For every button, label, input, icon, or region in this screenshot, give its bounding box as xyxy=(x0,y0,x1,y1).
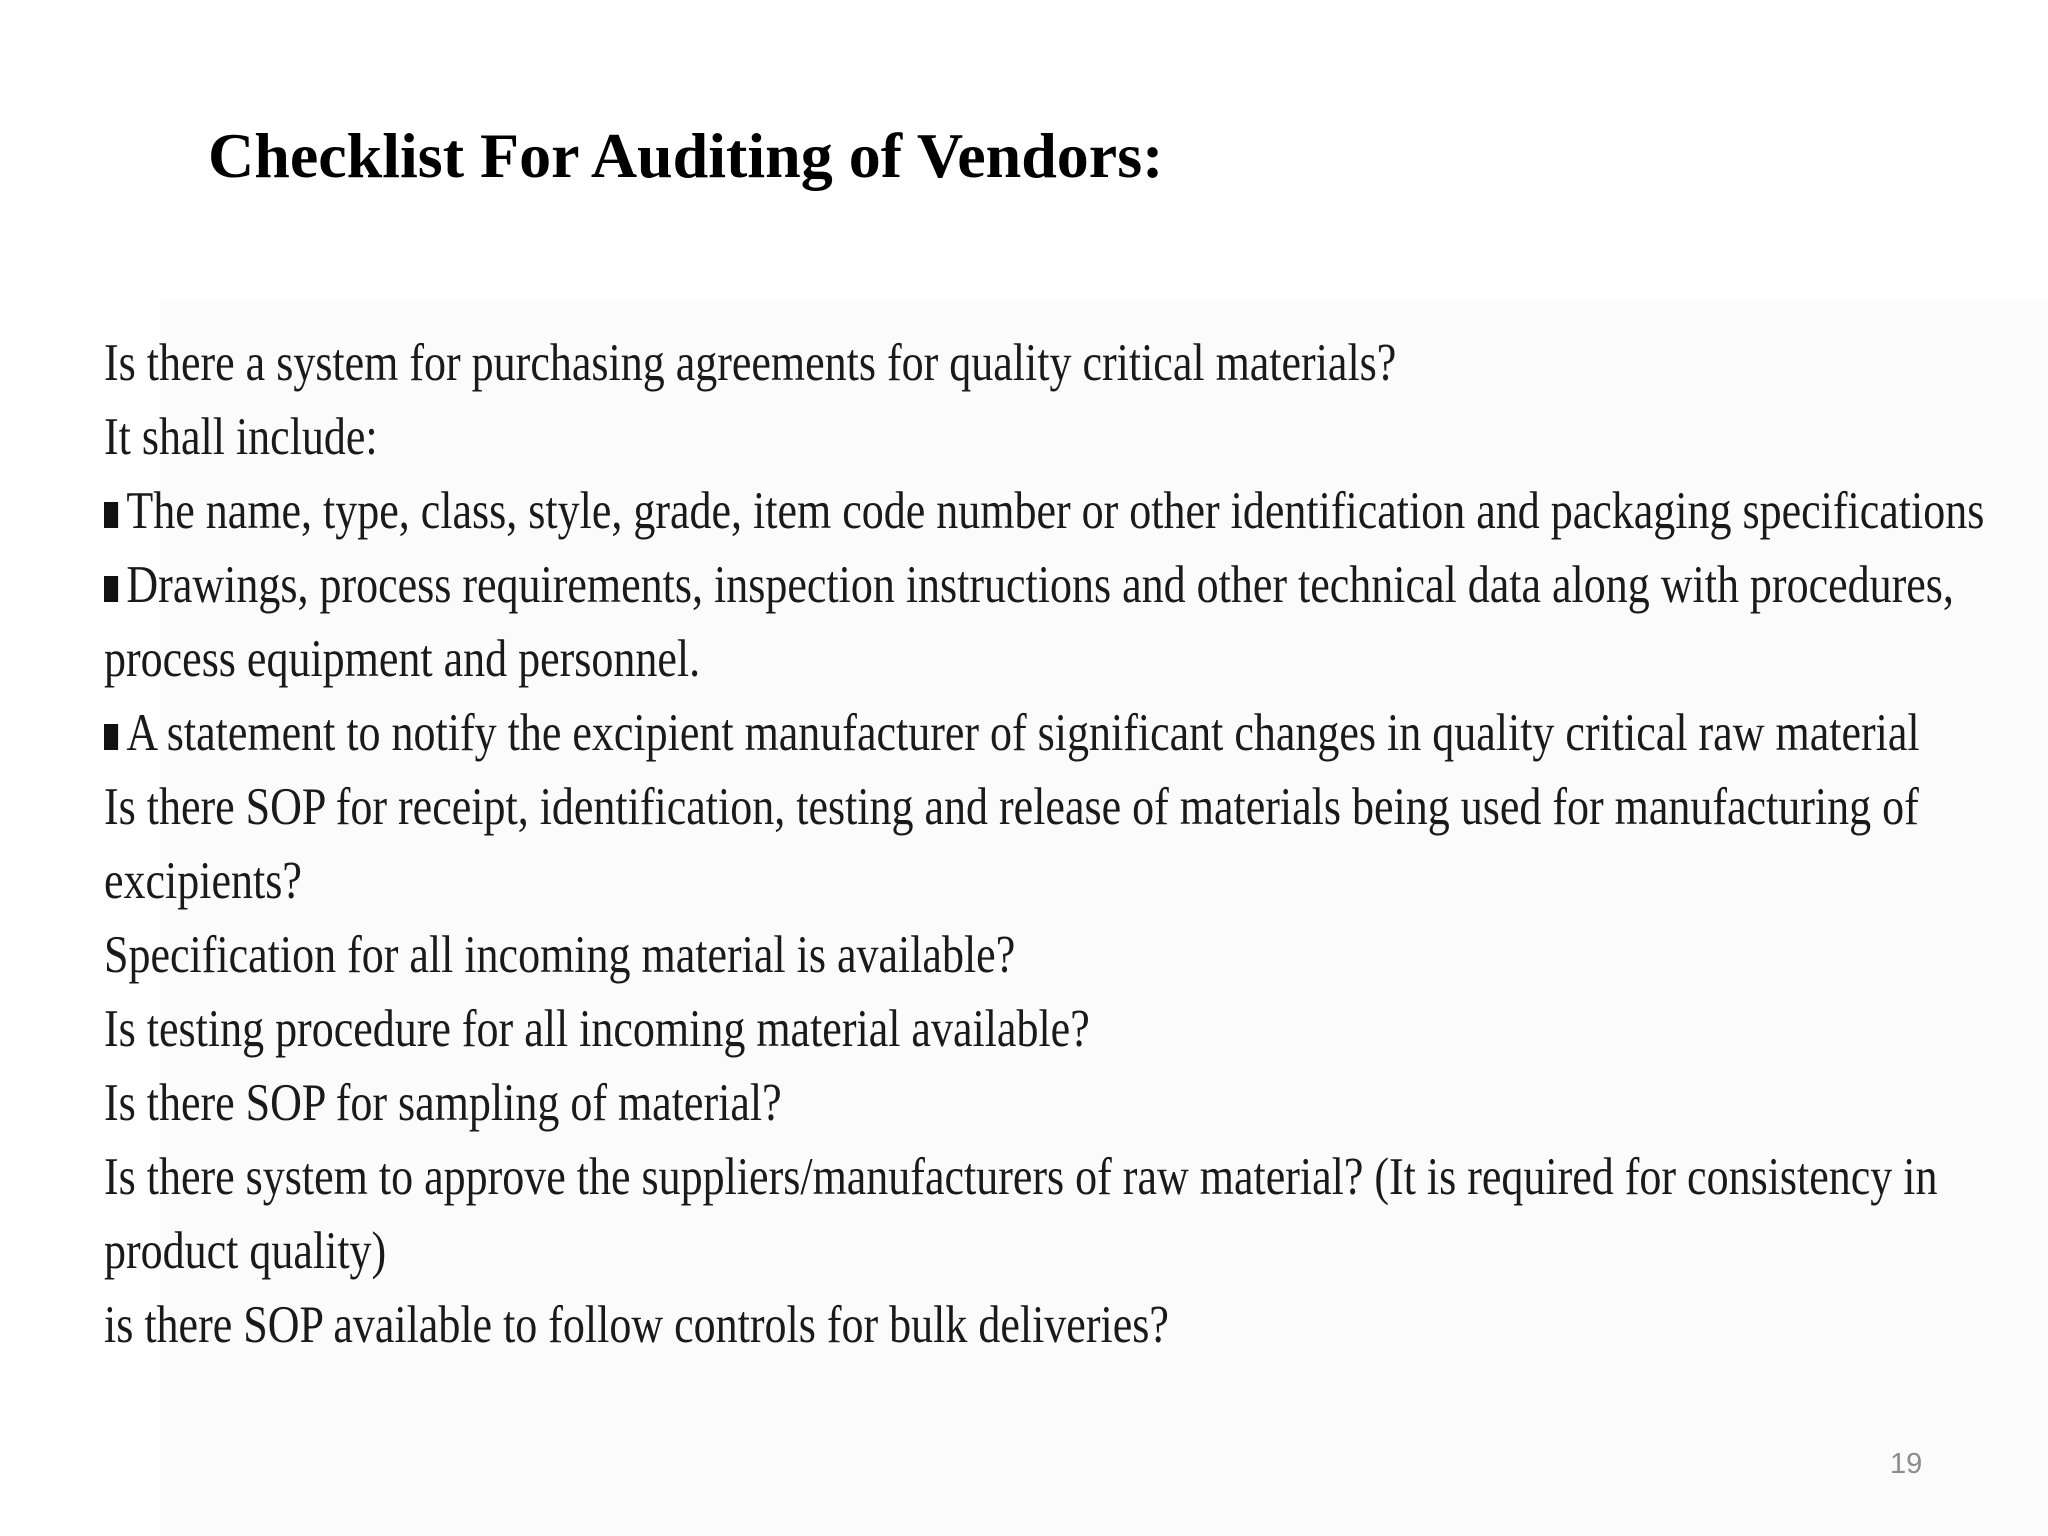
checklist-line-text: A statement to notify the excipient manufacturer of significant changes in quality critical raw material xyxy=(126,704,1920,762)
checklist-line xyxy=(104,1140,1938,1214)
checklist-line-text: Is there system to approve the suppliers/manufacturers of raw material? (It is required for consistency in xyxy=(104,1148,1938,1206)
checklist-line-text: Is there SOP for receipt, identification, testing and release of materials being used for manufacturing of xyxy=(104,778,1919,836)
slide-page-number: 19 xyxy=(1890,1448,1923,1480)
checklist-line xyxy=(104,1288,1681,1362)
checklist-line xyxy=(104,326,1681,400)
checklist-line-text: The name, type, class, style, grade, item code number or other identification and packaging specifications xyxy=(126,482,1985,540)
square-bullet-icon xyxy=(104,502,118,528)
checklist-bullet-line xyxy=(104,548,1954,622)
checklist-line-text: is there SOP available to follow controls for bulk deliveries? xyxy=(104,1296,1169,1354)
checklist-line xyxy=(104,400,1681,474)
checklist-line xyxy=(104,844,1681,918)
checklist-line xyxy=(104,918,1681,992)
square-bullet-icon xyxy=(104,576,118,602)
checklist-line-text: product quality) xyxy=(104,1222,387,1280)
checklist-line xyxy=(104,770,1919,844)
checklist-line-text: Specification for all incoming material is available? xyxy=(104,926,1016,984)
checklist-line-text: Drawings, process requirements, inspection instructions and other technical data along with procedures, xyxy=(126,556,1954,614)
checklist-line-text: Is there a system for purchasing agreements for quality critical materials? xyxy=(104,334,1397,392)
square-bullet-icon xyxy=(104,724,118,750)
checklist-bullet-line xyxy=(104,474,1985,548)
checklist-line xyxy=(104,1214,1681,1288)
checklist-line-text: It shall include: xyxy=(104,408,378,466)
checklist-line-text: Is there SOP for sampling of material? xyxy=(104,1074,782,1132)
checklist-line xyxy=(104,1066,1681,1140)
checklist-line-text: excipients? xyxy=(104,852,302,910)
checklist-line xyxy=(104,992,1681,1066)
checklist-line xyxy=(104,622,1681,696)
checklist-line-text: process equipment and personnel. xyxy=(104,630,701,688)
checklist-body xyxy=(104,326,1985,1362)
slide-title: Checklist For Auditing of Vendors: xyxy=(208,120,1164,191)
checklist-bullet-line xyxy=(104,696,1920,770)
checklist-line-text: Is testing procedure for all incoming material available? xyxy=(104,1000,1090,1058)
